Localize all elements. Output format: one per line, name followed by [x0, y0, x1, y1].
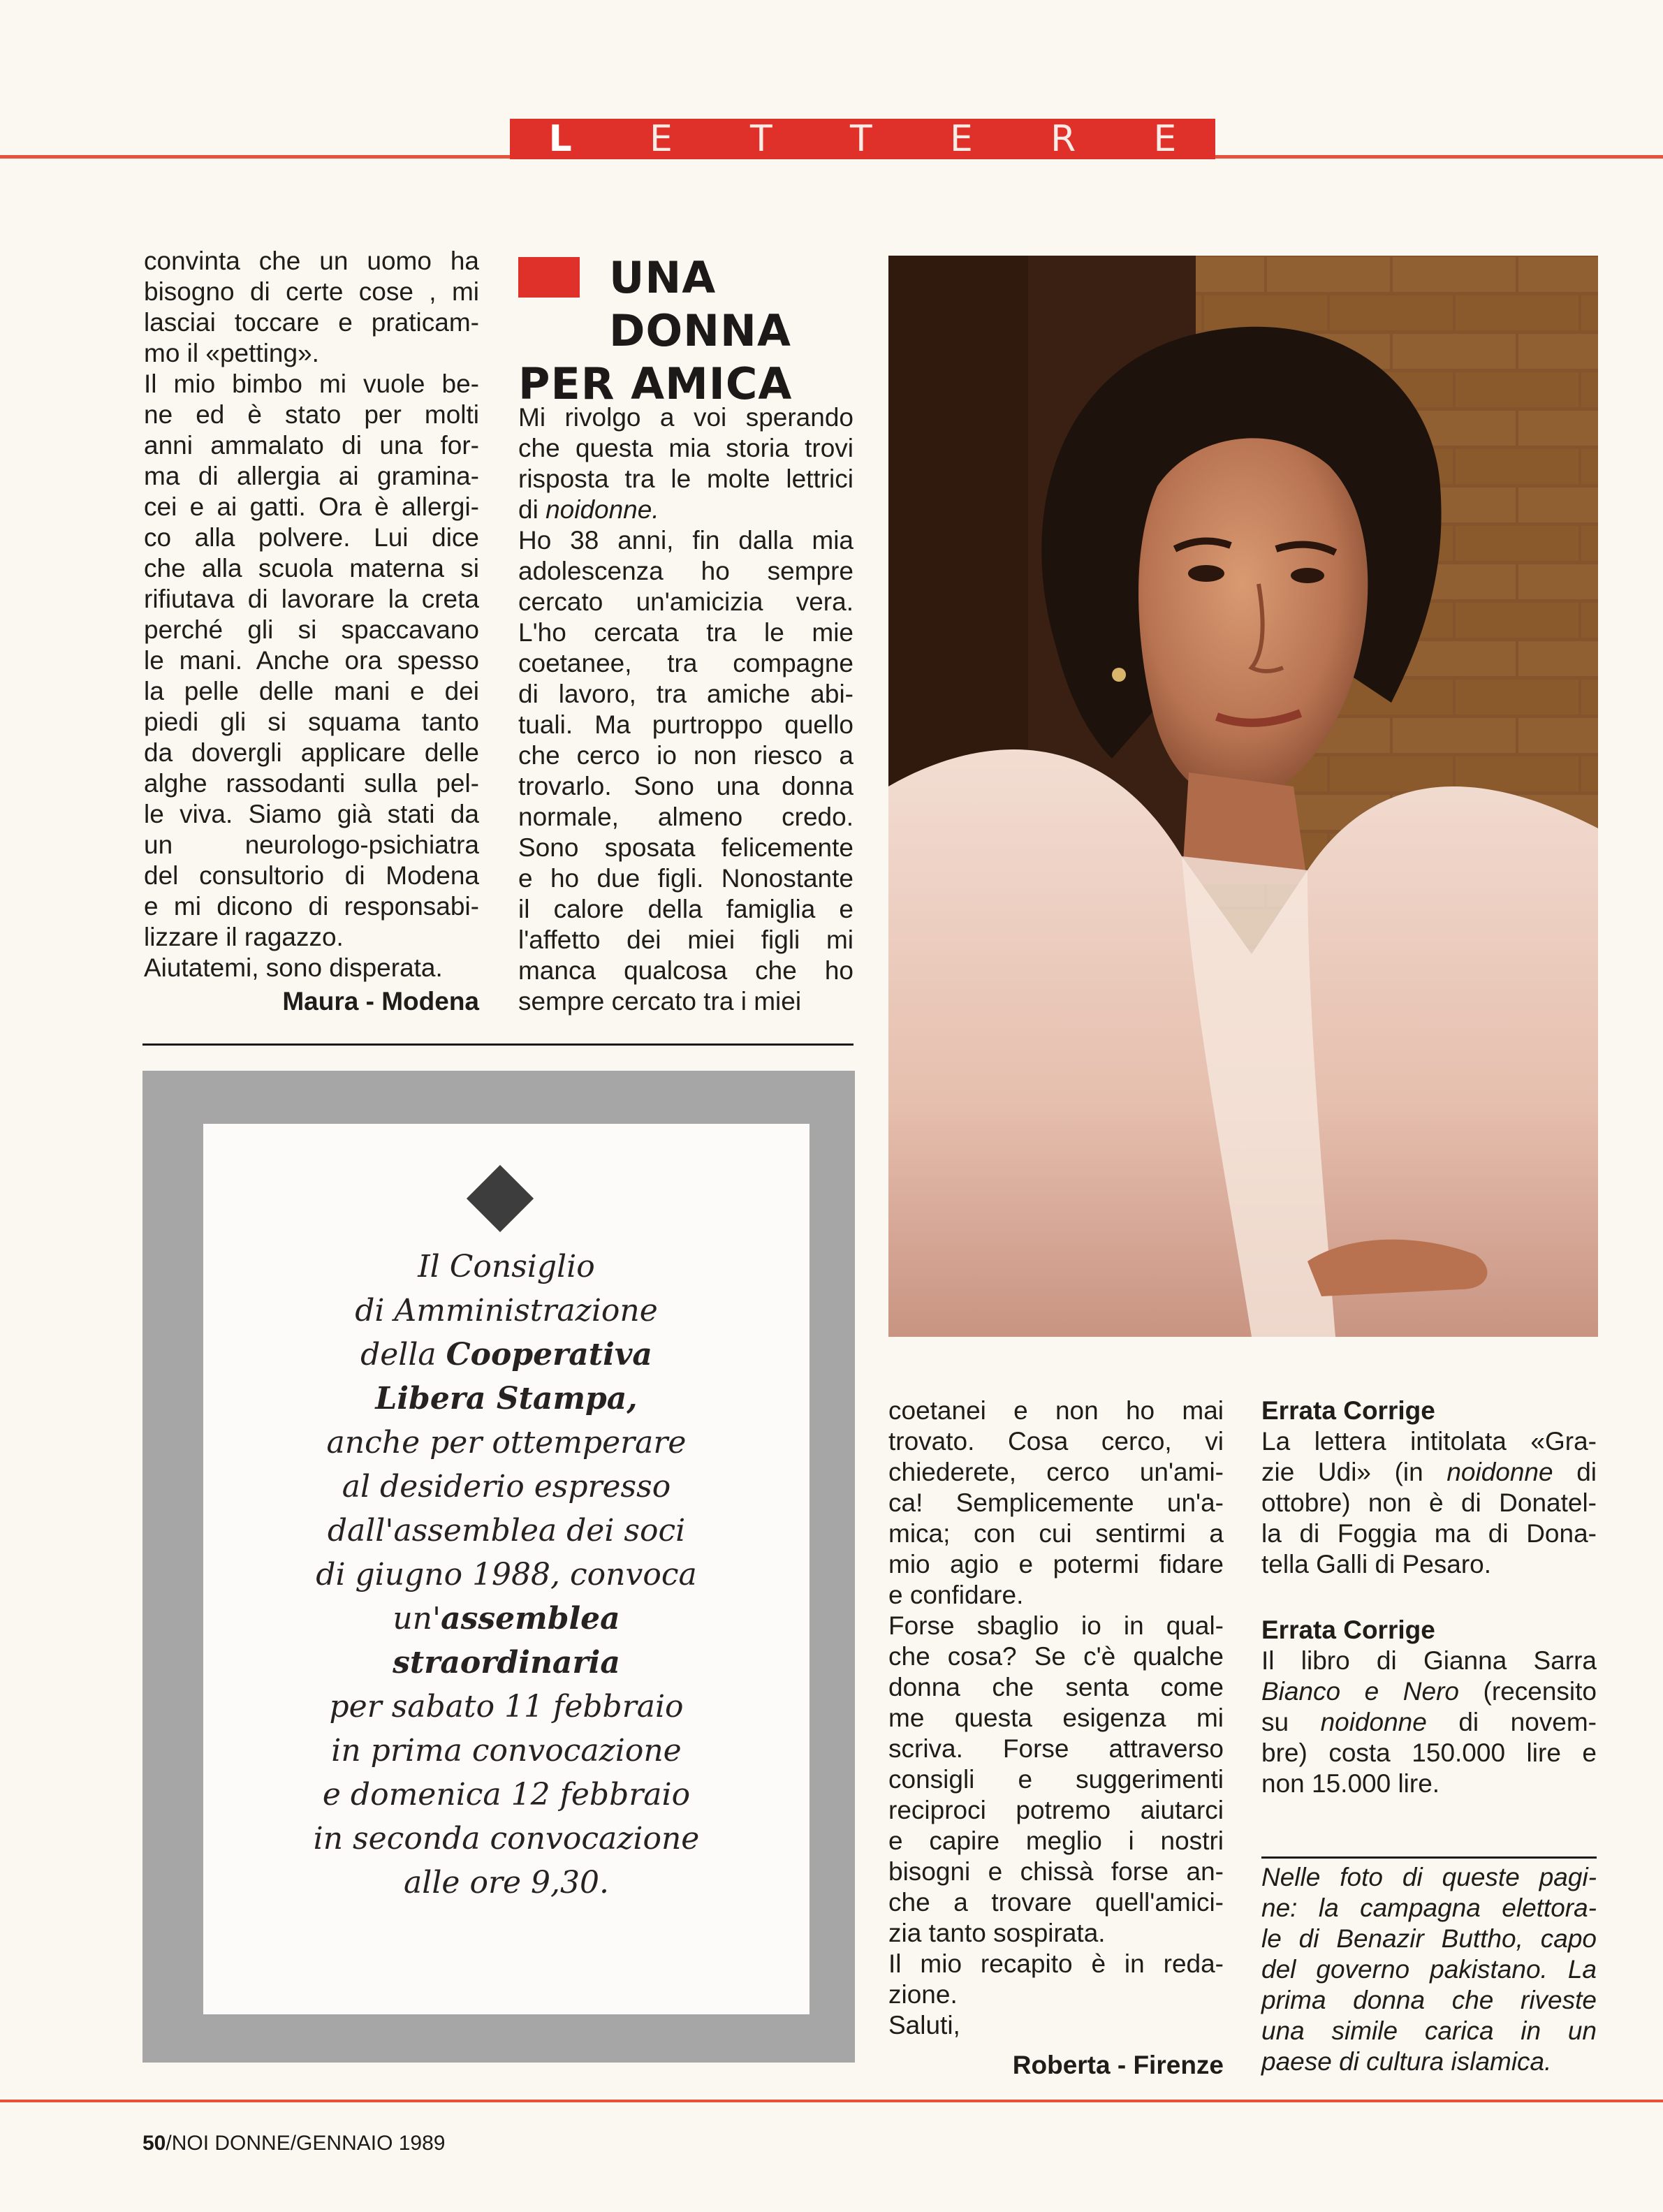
text-line: co alla polvere. Lui dice: [144, 523, 479, 552]
announcement-line: per sabato 11 febbraio: [329, 1689, 684, 1724]
letter-column-2: [518, 402, 854, 1017]
text-line: che cosa? Se c'è qualche: [888, 1642, 1224, 1671]
announcement-line: in prima convocazione: [331, 1733, 682, 1768]
announcement-line: di Amministrazione: [355, 1293, 658, 1328]
text-line: la pelle delle mani e dei: [144, 677, 479, 705]
banner-letter: E: [950, 118, 973, 160]
text-line: tella Galli di Pesaro.: [1261, 1550, 1492, 1579]
text-line: scriva. Forse attraverso: [888, 1734, 1224, 1763]
text-line: Mi rivolgo a voi sperando: [518, 403, 854, 432]
text-line: le mani. Anche ora spesso: [144, 646, 479, 675]
banner-letter: E: [1153, 118, 1177, 160]
text-line: reciproci potremo aiutarci: [888, 1796, 1224, 1824]
text-line: bre) costa 150.000 lire e: [1261, 1738, 1597, 1767]
signature-roberta: Roberta - Firenze: [1012, 2051, 1224, 2079]
text-line: e confidare.: [888, 1581, 1024, 1609]
text-line: alghe rassodanti sulla pel-: [144, 769, 479, 798]
text-line: Bianco e Nero (recensito: [1261, 1677, 1597, 1706]
text-line: trovarlo. Sono una donna: [518, 772, 854, 800]
text-line: ca! Semplicemente un'a-: [888, 1488, 1224, 1517]
banner-letter: R: [1050, 118, 1076, 160]
headline-line-1: UNA DONNA: [609, 252, 791, 356]
text-line: piedi gli si squama tanto: [144, 708, 479, 736]
text-line: chiederete, cerco un'ami-: [888, 1458, 1224, 1486]
text-line: Aiutatemi, sono disperata.: [144, 953, 443, 982]
text-line: coetanee, tra compagne: [518, 649, 854, 677]
text-line: anni ammalato di una for-: [144, 431, 479, 460]
text-line: che a trovare quell'amici-: [888, 1888, 1224, 1917]
text-line: ne ed è stato per molti: [144, 400, 479, 429]
text-line: del consultorio di Modena: [144, 861, 479, 890]
text-line: manca qualcosa che ho: [518, 956, 854, 985]
text-line: zione.: [888, 1980, 958, 2009]
announcement-line: e domenica 12 febbraio: [322, 1777, 691, 1812]
text-line: non 15.000 lire.: [1261, 1769, 1440, 1798]
text-line: che alla scuola materna si: [144, 554, 479, 583]
announcement-line: anche per ottemperare: [326, 1425, 687, 1460]
text-line: Sono sposata felicemente: [518, 833, 854, 862]
text-line: L'ho cercata tra le mie: [518, 618, 854, 647]
text-line: donna che senta come: [888, 1673, 1224, 1701]
text-line: ottobre) non è di Donatel-: [1261, 1488, 1597, 1517]
text-line: Saluti,: [888, 2011, 960, 2039]
text-line: normale, almeno credo.: [518, 803, 854, 831]
text-line: e ho due figli. Nonostante: [518, 864, 854, 893]
publication-info: /NOI DONNE/GENNAIO 1989: [166, 2132, 446, 2155]
announcement-line: alle ore 9,30.: [404, 1865, 609, 1900]
letter-column-1: [144, 246, 479, 983]
announcement-line: dall'assemblea dei soci: [327, 1513, 686, 1548]
text-line: lizzare il ragazzo.: [144, 923, 344, 951]
announcement-line: Libera Stampa,: [375, 1381, 638, 1416]
text-line: mio agio e potermi fidare: [888, 1550, 1224, 1579]
portrait-photo: [888, 256, 1598, 1337]
text-line: La lettera intitolata «Gra-: [1261, 1427, 1597, 1456]
caption-line: paese di cultura islamica.: [1261, 2047, 1552, 2076]
letter-column-3: [888, 1396, 1224, 2041]
caption-line: una simile carica in un: [1261, 2016, 1597, 2045]
announcement-line: Il Consiglio: [418, 1249, 595, 1284]
announcement-line: di giugno 1988, convoca: [316, 1557, 697, 1592]
text-line: e capire meglio i nostri: [888, 1826, 1224, 1855]
text-line: su noidonne di novem-: [1261, 1708, 1597, 1736]
text-line: zia tanto sospirata.: [888, 1919, 1106, 1947]
announcement-line: al desiderio espresso: [342, 1469, 671, 1504]
photo-caption: [1261, 1862, 1597, 2077]
text-line: il calore della famiglia e: [518, 895, 854, 923]
text-line: Forse sbaglio io in qual-: [888, 1611, 1224, 1640]
text-line: zie Udi» (in noidonne di: [1261, 1458, 1597, 1486]
text-line: di noidonne.: [518, 495, 659, 524]
caption-line: del governo pakistano. La: [1261, 1955, 1597, 1984]
page-footer: [142, 2132, 445, 2155]
headline: [518, 251, 881, 411]
text-line: la di Foggia ma di Dona-: [1261, 1519, 1597, 1548]
text-line: che questa mia storia trovi: [518, 434, 854, 462]
text-line: e mi dicono di responsabi-: [144, 892, 479, 921]
banner-letter: L: [548, 118, 572, 160]
caption-line: ne: la campagna elettora-: [1261, 1894, 1597, 1922]
text-line: trovato. Cosa cerco, vi: [888, 1427, 1224, 1456]
text-line: di lavoro, tra amiche abi-: [518, 680, 854, 708]
text-line: perché gli si spaccavano: [144, 615, 479, 644]
text-line: Il libro di Gianna Sarra: [1261, 1646, 1597, 1675]
magazine-name: noidonne.: [545, 495, 659, 524]
text-line: bisogni e chissà forse an-: [888, 1857, 1224, 1886]
text-line: risposta tra le molte lettrici: [518, 464, 854, 493]
text-line: mo il «petting».: [144, 339, 319, 367]
banner-letter: T: [850, 118, 872, 160]
text-line: rifiutava di lavorare la creta: [144, 585, 479, 613]
text-line: Il mio recapito è in reda-: [888, 1949, 1224, 1978]
caption-line: Nelle foto di queste pagi-: [1261, 1863, 1597, 1891]
caption-line: prima donna che riveste: [1261, 1986, 1597, 2014]
text-line: mica; con cui sentirmi a: [888, 1519, 1224, 1548]
text-line: cercato un'amicizia vera.: [518, 587, 854, 616]
section-banner: [510, 119, 1215, 159]
text-line: tuali. Ma purtroppo quello: [518, 710, 854, 739]
errata-corrige-1-title: Errata Corrige: [1261, 1396, 1435, 1425]
announcement-line: in seconda convocazione: [313, 1821, 700, 1856]
text-line: convinta che un uomo ha: [144, 247, 479, 275]
announcement-text: [203, 1245, 809, 1905]
text-line: cei e ai gatti. Ora è allergi-: [144, 492, 479, 521]
text-line: Ho 38 anni, fin dalla mia: [518, 526, 854, 555]
announcement-line: straordinaria: [393, 1645, 620, 1680]
banner-letter: E: [649, 118, 673, 160]
text-line: le viva. Siamo già stati da: [144, 800, 479, 828]
text-line: che cerco io non riesco a: [518, 741, 854, 770]
text-line: bisogno di certe cose , mi: [144, 277, 479, 306]
caption-line: le di Benazir Buttho, capo: [1261, 1924, 1597, 1953]
banner-letter: T: [750, 118, 772, 160]
headline-line-2: PER AMICA: [518, 358, 793, 409]
errata-corrige-2-text: [1261, 1646, 1597, 1799]
text-line: me questa esigenza mi: [888, 1704, 1224, 1732]
signature-maura: Maura - Modena: [282, 987, 479, 1016]
text-line: adolescenza ho sempre: [518, 557, 854, 585]
bottom-rule: [0, 2100, 1663, 2102]
caption-divider: [1261, 1856, 1597, 1859]
text-line: ma di allergia ai gramina-: [144, 462, 479, 490]
page-number: 50: [142, 2132, 166, 2155]
announcement-line: della Cooperativa: [360, 1337, 652, 1372]
column-divider: [142, 1043, 854, 1046]
text-line: un neurologo-psichiatra: [144, 830, 479, 859]
text-line: Il mio bimbo mi vuole be-: [144, 369, 479, 398]
text-line: sempre cercato tra i miei: [518, 987, 802, 1016]
text-line: lasciai toccare e praticam-: [144, 308, 479, 337]
errata-corrige-2-title: Errata Corrige: [1261, 1616, 1435, 1644]
text-line: da dovergli applicare delle: [144, 738, 479, 767]
text-line: coetanei e non ho mai: [888, 1396, 1224, 1425]
text-line: l'affetto dei miei figli mi: [518, 925, 854, 954]
announcement-line: un'assemblea: [393, 1601, 620, 1636]
errata-corrige-1-text: [1261, 1426, 1597, 1580]
text-line: consigli e suggerimenti: [888, 1765, 1224, 1794]
portrait-illustration: [888, 256, 1598, 1337]
